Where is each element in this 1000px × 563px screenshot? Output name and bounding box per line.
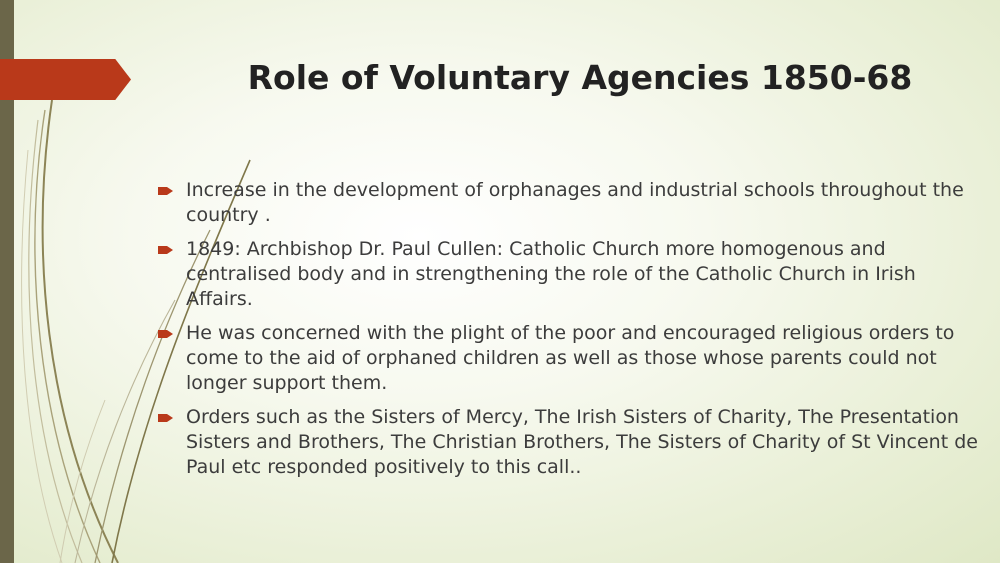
bullet-text: Increase in the development of orphanages and industrial schools throughout the country . <box>186 179 964 226</box>
bullet-text: Orders such as the Sisters of Mercy, The Irish Sisters of Charity, The Presentation Sisters and Brothers, The Christian Brothers, The Sisters of Charity of St Vincent de Paul etc responded positively to this call.. <box>186 406 978 478</box>
arrow-bullet-icon <box>158 329 173 339</box>
arrow-bullet-icon <box>158 413 173 423</box>
bullet-text: He was concerned with the plight of the poor and encouraged religious orders to come to the aid of orphaned children as well as those whose parents could not longer support them. <box>186 322 955 394</box>
bullet-text: 1849: Archbishop Dr. Paul Cullen: Catholic Church more homogenous and centralised body and in strengthening the role of the Catholic Church in Irish Affairs. <box>186 238 916 310</box>
bullet-item <box>158 237 978 312</box>
slide-title: Role of Voluntary Agencies 1850-68 <box>247 58 913 97</box>
bullet-item <box>158 321 978 396</box>
bullet-item <box>158 405 978 480</box>
arrow-bullet-icon <box>158 245 173 255</box>
arrow-bullet-icon <box>158 186 173 196</box>
bullet-list <box>158 178 978 489</box>
title-arrow-accent <box>0 59 131 100</box>
bullet-item <box>158 178 978 228</box>
